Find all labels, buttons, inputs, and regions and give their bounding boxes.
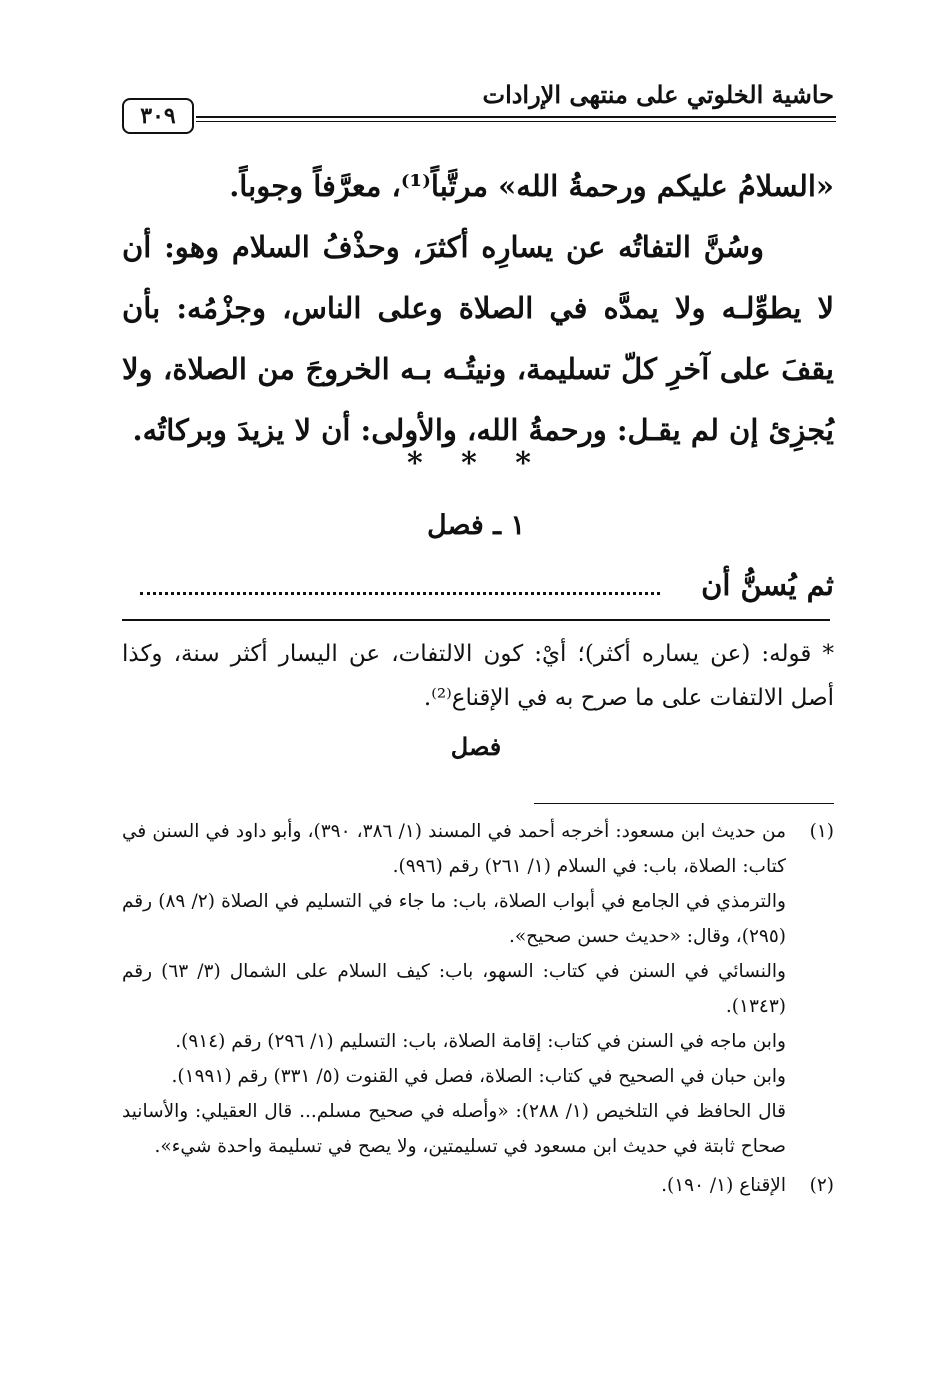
header-rule [196,116,836,118]
footnote-line: والترمذي في الجامع في أبواب الصلاة، باب: ما جاء في التسليم في الصلاة (٢/ ٨٩) رقم (٢٩٥)، وقال: «حديث حسن صحيح». [122,891,786,947]
footnote-line: وابن حبان في الصحيح في كتاب: الصلاة، فصل في القنوت (٥/ ٣٣١) رقم (١٩٩١). [171,1066,786,1087]
main-divider [122,619,830,621]
footnote-number: (١) [809,821,834,842]
footnote-line: وابن ماجه في السنن في كتاب: إقامة الصلاة، باب: التسليم (١/ ٢٩٦) رقم (٩١٤). [175,1031,786,1052]
commentary-paragraph: * قوله: (عن يساره أكثر)؛ أيْ: كون الالتفات، عن اليسار أكثر سنة، وكذا أصل الالتفات على ما صرح به في الإقناع⁽²⁾. [122,641,834,711]
footnote-line: قال الحافظ في التلخيص (١/ ٢٨٨): «وأصله في صحيح مسلم... قال العقيلي: والأسانيد صحاح ثابتة في حديث ابن مسعود في تسليمتين، ولا يصح في تسليمة واحدة شيء». [122,1101,786,1157]
commentary-heading: فصل [450,732,502,761]
continuation-text: ثم يُسنُّ أن [701,568,834,602]
footnotes [122,814,834,1207]
header-rule-thin [196,121,836,122]
section-separator-stars: * * * [407,446,545,481]
page-number-box: ٣٠٩ [122,98,194,134]
footnote-2 [122,1168,834,1203]
footnote-rule [534,803,834,804]
running-header-title: حاشية الخلوتي على منتهى الإرادات [482,80,834,109]
footnote-line: من حديث ابن مسعود: أخرجه أحمد في المسند (١/ ٣٨٦، ٣٩٠)، وأبو داود في السنن في كتاب: الصلاة، باب: في السلام (١/ ٢٦١) رقم (٩٩٦). [122,821,787,877]
main-text-paragraph: وسُنَّ التفاتُه عن يسارِه أكثرَ، وحذْفُ السلام وهو: أن لا يطوِّلـه ولا يمدَّه في الصلاة وعلى الناس، وجزْمُه: بأن يقفَ على آخرِ كلّ تسليمة، ونيتُـه بـه الخروجَ من الصلاة، ولا يُجزِئ إن لم يقـل: ورحمةُ الله، والأولى: أن لا يزيدَ وبركاتُه. [122,230,834,447]
dotted-leader [140,592,660,595]
footnote-number: (٢) [809,1175,834,1196]
footnote-line: الإقناع (١/ ١٩٠). [661,1175,786,1196]
main-text-line: «السلامُ عليكم ورحمةُ الله» مرتَّباً⁽¹⁾، معرَّفاً وجوباً. [229,169,834,203]
section-heading: ١ ـ فصل [427,510,525,541]
commentary [122,632,834,720]
footnote-1 [122,814,834,1164]
footnote-line: والنسائي في السنن في كتاب: السهو، باب: كيف السلام على الشمال (٣/ ٦٣) رقم (١٣٤٣). [122,961,786,1017]
main-text [122,156,834,461]
